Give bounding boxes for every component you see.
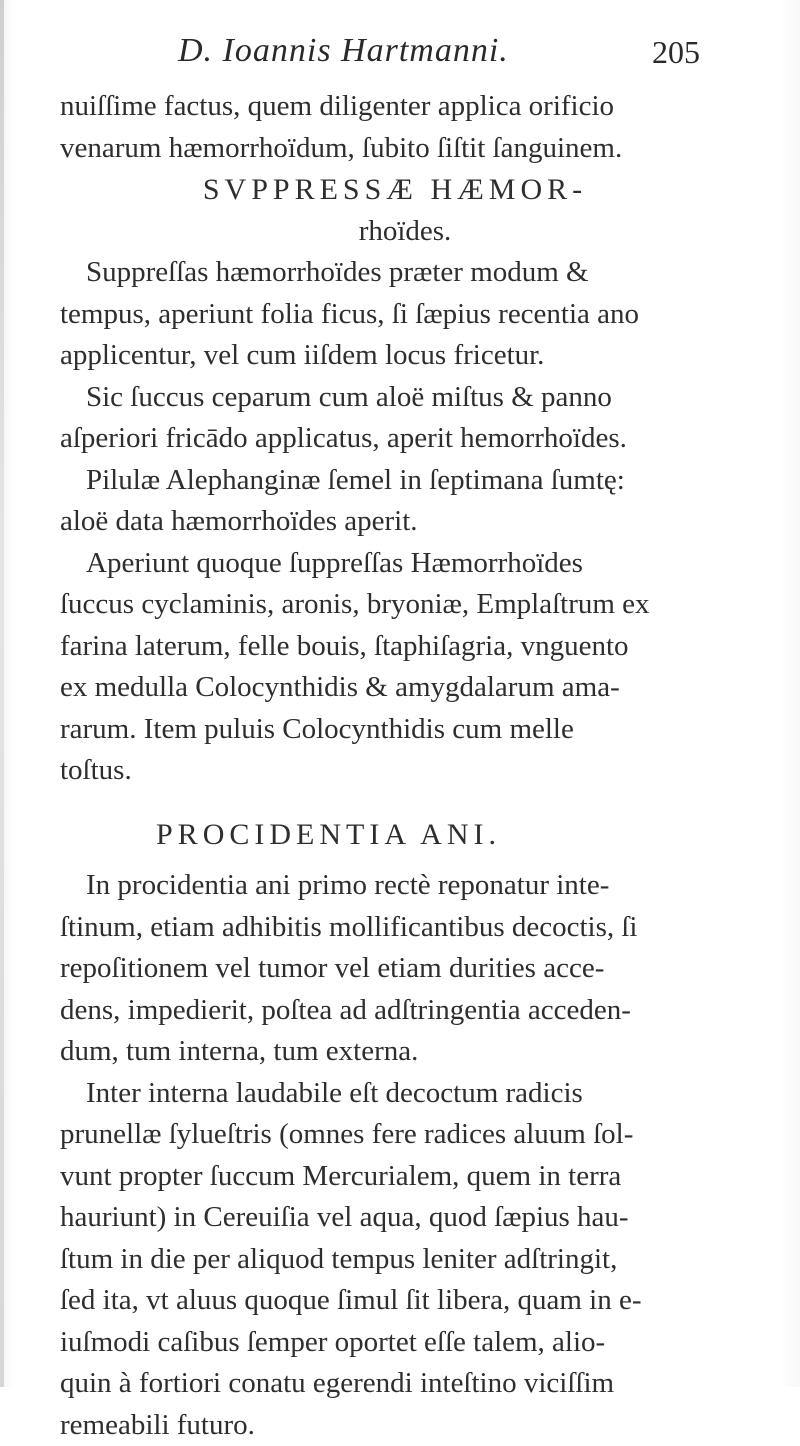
text-line: repoſitionem vel tumor vel etiam durities acce- bbox=[60, 948, 750, 990]
section-heading: PROCIDENTIA ANI. bbox=[60, 814, 750, 856]
text-line: farina laterum, felle bouis, ſtaphiſagria, vnguento bbox=[60, 626, 750, 668]
text-line: iuſmodi caſibus ſemper oportet eſſe talem, alio- bbox=[60, 1322, 750, 1364]
text-line: dens, impedierit, poſtea ad adſtringentia acceden- bbox=[60, 990, 750, 1032]
text-line: toſtus. bbox=[60, 750, 750, 792]
heading-gap bbox=[60, 855, 750, 865]
text-line: applicentur, vel cum iiſdem locus fricetur. bbox=[60, 335, 750, 377]
paragraph-start: Suppreſſas hæmorrhoïdes præter modum & bbox=[60, 252, 750, 294]
section-heading-continued: rhoïdes. bbox=[60, 211, 750, 253]
page-header bbox=[60, 22, 760, 72]
body-text bbox=[60, 86, 750, 1446]
paragraph-start: Inter interna laudabile eſt decoctum radicis bbox=[60, 1073, 750, 1115]
text-line: quin à fortiori conatu egerendi inteſtino viciſſim bbox=[60, 1363, 750, 1405]
text-line: rarum. Item puluis Colocynthidis cum melle bbox=[60, 709, 750, 751]
text-line: ex medulla Colocynthidis & amygdalarum ama- bbox=[60, 667, 750, 709]
paragraph-start: In procidentia ani primo rectè reponatur inte- bbox=[60, 865, 750, 907]
text-line: venarum hæmorrhoïdum, ſubito ſiſtit ſanguinem. bbox=[60, 128, 750, 170]
section-gap bbox=[60, 792, 750, 814]
section-heading: SVPPRESSÆ HÆMOR- bbox=[60, 169, 750, 211]
text-line: ſed ita, vt aluus quoque ſimul ſit libera, quam in e- bbox=[60, 1280, 750, 1322]
text-line: ſuccus cyclaminis, aronis, bryoniæ, Emplaſtrum ex bbox=[60, 584, 750, 626]
paragraph-start: Sic ſuccus ceparum cum aloë miſtus & panno bbox=[60, 377, 750, 419]
text-line: vunt propter ſuccum Mercurialem, quem in terra bbox=[60, 1156, 750, 1198]
text-line: nuiſſime factus, quem diligenter applica orificio bbox=[60, 86, 750, 128]
text-line: aſperiori fricādo applicatus, aperit hemorrhoïdes. bbox=[60, 418, 750, 460]
running-title: D. Ioannis Hartmanni. bbox=[178, 32, 509, 70]
page-number: 205 bbox=[652, 34, 700, 71]
text-line: remeabili futuro. bbox=[60, 1405, 750, 1446]
text-line: tempus, aperiunt folia ficus, ſi ſæpius recentia ano bbox=[60, 294, 750, 336]
text-line: prunellæ ſylueſtris (omnes fere radices aluum ſol- bbox=[60, 1114, 750, 1156]
text-line: ſtum in die per aliquod tempus leniter adſtringit, bbox=[60, 1239, 750, 1281]
paragraph-start: Pilulæ Alephanginæ ſemel in ſeptimana ſumtę: bbox=[60, 460, 750, 502]
text-line: ſtinum, etiam adhibitis mollificantibus decoctis, ſi bbox=[60, 907, 750, 949]
text-line: dum, tum interna, tum externa. bbox=[60, 1031, 750, 1073]
text-line: hauriunt) in Cereuiſia vel aqua, quod ſæpius hau- bbox=[60, 1197, 750, 1239]
page-edge bbox=[0, 0, 4, 1387]
text-line: aloë data hæmorrhoïdes aperit. bbox=[60, 501, 750, 543]
paragraph-start: Aperiunt quoque ſuppreſſas Hæmorrhoïdes bbox=[60, 543, 750, 585]
